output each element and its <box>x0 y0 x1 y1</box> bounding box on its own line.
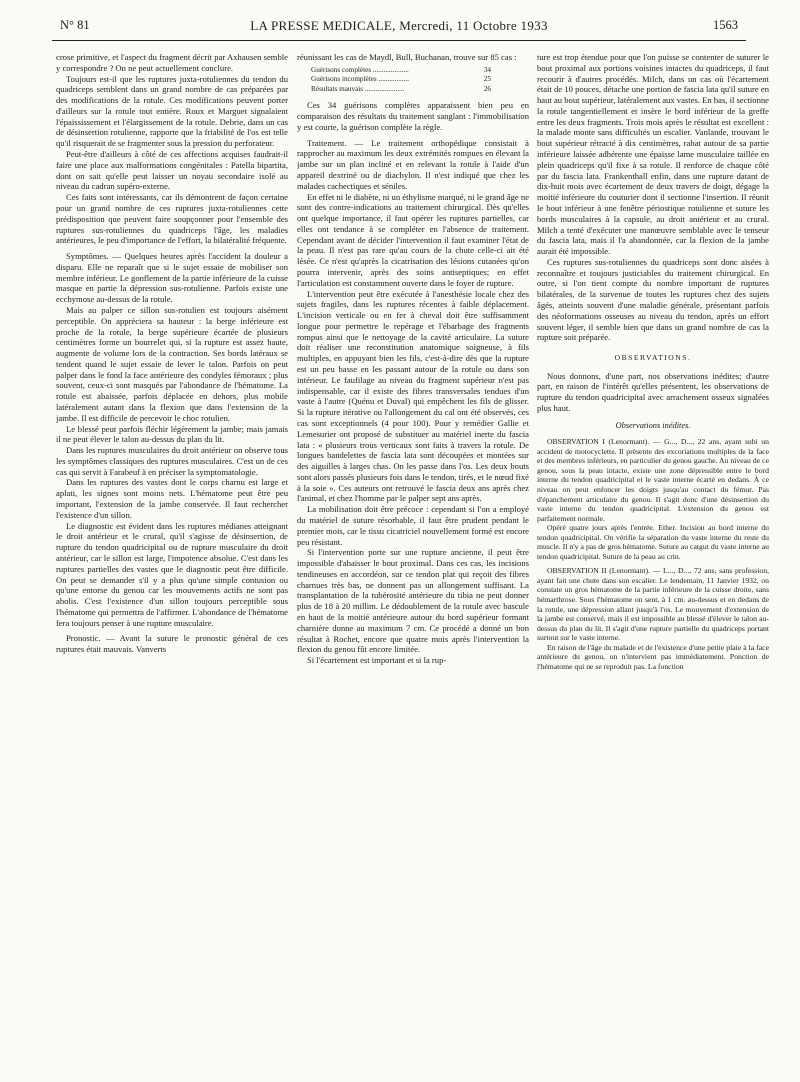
paragraph: Toujours est-il que les ruptures juxta-rotuliennes du tendon du quadriceps semblent dans un grand nombre de cas préparées par des modifications de la rotule. Ces modifications peuvent porter d'ailleurs sur la rotule tout entière. Roux et Marguet signalaient l'épaississement et l'élargissement de la rotule. Debrie, dans un cas de désinsertion rotulienne, rapporte que la friabilité de l'os est telle qu'il risquerait de se fragmenter sous la pression du perforateur. <box>56 73 288 149</box>
issue-number: N° 81 <box>60 18 90 32</box>
tally-value: 26 <box>483 84 491 93</box>
observations-intro: Nous donnons, d'une part, nos observations inédites; d'autre part, en raison de l'intérêt qu'elles présentent, les observations de rupture du tendon quadricipital avec arrachement osseux signalées plus haut. <box>537 370 769 413</box>
paragraph: ture est trop étendue pour que l'on puisse se contenter de suturer le bout proximal aux portions voisines intactes du quadriceps, il faut recourir à d'autres procédés. Milch, dans un cas où l'écartement était de 10 pouces, détache une portion de fascia lata qu'il suture en haut au bout supérieur, latéralement aux vastes. En bas, il sectionne la rotule tangentiellement et insère le bord inférieur de la greffe entre les deux fragments. Trois mois après le résultat est excellent : la malade monte sans difficultés un escalier. Vanlande, trouvant le bout supérieur rétracté à dix centimètres, rabat autour de sa partie inférieure laissée adhérente une épaisse lame musculaire taillée en plein quadriceps qu'il fixe à sa rotule. Il renforce de chaque côté par du fascia lata. Frankenthall enfin, dans une rupture datant de dix-huit mois avec écartement de deux travers de doigt, dégage la moitié inférieure du couturier dont il sectionne l'insertion. Il réunit le bout inférieur à une fenêtre périostique rotulienne et suture les bords musculaires à la capsule, au droit antérieur et au crural. Milch a tenté d'exécuter une manœuvre semblable avec le tenseur du fascia lata, mais il l'a abandonnée, car la flexion de la jambe aurait été impossible. <box>537 52 769 257</box>
tally-label: Guérisons complètes .................... <box>311 65 409 74</box>
paragraph: Symptômes. — Quelques heures après l'accident la douleur a disparu. Elle ne reparaît que si le sujet essaie de mobiliser son membre inférieur. Le gonflement de la partie inférieure de la cuisse masque en partie la dépression sus-rotulienne. Parfois existe une ecchymose au-dessus de la rotule. <box>56 251 288 305</box>
tally-row <box>311 75 529 85</box>
paragraph: Si l'écartement est important et si la rup- <box>307 655 447 666</box>
paragraph: Mais au palper ce sillon sus-rotulien est toujours aisément perceptible. On appréciera sa hauteur : la berge inférieure est proche de la rotule, la berge supérieure écartée de plusieurs centimètres forme un bourrelet qui, si la rupture est assez haute, augmente de volume lors de la contraction. Ses bords latéraux se tendent quand le sujet essaie de lever le talon. Parfois on peut palper dans le fond la face antérieure des condyles fémoraux ; plus souvent, ceux-ci sont masqués par l'abondance de l'hématome. La rotule est abaissée, parfois déplacée en dehors, plus mobile latéralement autant dans la flexion que dans l'extension de la jambe. Il est difficile de percevoir le choc rotulien. <box>56 304 288 423</box>
text-column-left <box>56 52 288 1072</box>
paragraph: Ces faits sont intéressants, car ils démontrent de façon certaine pour un grand nombre de ces ruptures juxta-rotuliennes cette prédisposition que peuvent faire soupçonner pour l'ensemble des ruptures sus-rotuliennes du quadriceps l'âge, les maladies antérieures, le peu d'importance de l'effort, la bilatéralité fréquente. <box>56 192 288 246</box>
section-heading-observations: OBSERVATIONS. <box>614 353 692 363</box>
paragraph: Pronostic. — Avant la suture le pronostic général de ces ruptures était mauvais. Vanverts <box>56 633 288 655</box>
paragraph: crose primitive, et l'aspect du fragment décrit par Axhausen semble y correspondre ? On ne peut actuellement conclure. <box>56 52 288 73</box>
paragraph: Le blessé peut parfois fléchir légèrement la jambe; mais jamais il ne peut élever le talon au-dessus du plan du lit. <box>56 423 288 445</box>
tally-row <box>311 66 529 76</box>
results-tally <box>311 66 529 95</box>
tally-label: Guérisons incomplètes ................. <box>311 75 410 84</box>
paragraph: Dans les ruptures des vastes dont le corps charnu est large et aplati, les signes sont moins nets. L'hématome peut être peu important, l'extension de la jambe conservée. Il faut rechercher l'existence d'un sillon. <box>56 477 288 520</box>
paragraph: Ces ruptures sus-rotuliennes du quadriceps sont donc aisées à reconnaître et toujours justiciables du traitement chirurgical. En outre, si l'on tient compte du nombre important de ruptures bilatérales, de la survenue de toutes les ruptures chez des sujets âgés, atteints souvent d'une maladie générale, présentant parfois des néoformations osseuses au niveau du tendon, après un effort souvent léger, il semble bien que dans un grand nombre de cas la rupture soit préparée. <box>537 256 769 343</box>
tally-value: 34 <box>483 65 491 74</box>
paragraph: L'intervention peut être exécutée à l'anesthésie locale chez des sujets fragiles, dans les ruptures récentes à faible déplacement. L'incision verticale ou en fer à cheval doit être suffisamment longue pour permettre le repérage et l'ébarbage des fragments rompus ainsi que le nettoyage de la cavité articulaire. La suture doit réaliser une reconstitution anatomique soigneuse, à fils multiples, en appuyant bien les fils, c'est-à-dire dès que la rupture est un peu basse en les passant autour de la rotule ou dans son intérieur. Le faufilage au niveau du fragment supérieur n'est pas indispensable, car il existe des fibres transversales tendues d'un vaste à l'autre (Quénu et Duval) qui empêchent les fils de glisser. Si la rupture itérative ou l'allongement du cal ont été observés, ces cas sont exceptionnels (4 pour 100). Pour y remédier Gallie et Lemesurier ont proposé de substituer au matériel inerte du fascia lata : « plusieurs trous verticaux sont faits à travers la rotule. De longues bandelettes de fascia lata sont découpées et montées sur des aiguilles à larges chas. On les passe dans l'os. Les deux bouts sont alors passés plusieurs fois dans le tendon, tirés, et le nœud fixé à la soie ». Ces auteurs ont retrouvé le fascia deux ans après chez l'animal, et chez l'homme par le palper sept ans après. <box>297 288 529 504</box>
observation-paragraph: OBSERVATION I (Lenormant). — G..., D..., 22 ans, ayant subi un accident de motocyclette. Il présente des excoriations multiples de la face et des membres inférieurs, en particulier du genou gauche. Au niveau de ce genou, sous la peau intacte, existe une zone dépressible entre le bord interne du tendon quadricipital et le vaste interne écarté en dedans. À ce niveau on peut enfoncer les doigts jusqu'au contact du fémur. Pas d'épanchement articulaire du genou. Il s'agit donc d'une désinsertion du vaste interne du tendon quadricipital. L'extension du genou est parfaitement normale. <box>537 437 769 523</box>
observation-paragraph: En raison de l'âge du malade et de l'existence d'une petite plaie à la face antérieure du genou, on n'intervient pas immédiatement. Ponction de l'hématome qui ne se reproduit pas. La fonction <box>537 642 769 671</box>
paragraph: Ces 34 guérisons complètes apparaissent bien peu en comparaison des résultats du traitement sanglant : l'immobilisation y est courte, la guérison complète la règle. <box>297 100 529 132</box>
page-number: 1563 <box>713 18 738 32</box>
paragraph: Peut-être d'ailleurs à côté de ces affections acquises faudrait-il faire une place aux malformations congénitales : Patella bipartita, dont on sait qu'elle peut laisser un noyau secondaire isolé au niveau du cadran supéro-externe. <box>56 149 288 192</box>
tally-row <box>311 85 529 95</box>
page-header <box>52 12 746 41</box>
observation-paragraph: OBSERVATION II (Lenormant). — L..., D..., 72 ans, sans profession, ayant fait une chute dans son escalier. Le lendemain, 11 Janvier 1932, on constate un gros hématome de la partie inférieure de la cuisse droite, sans hémarthrose. Sous l'hématome on sent, à 1 cm. au-dessus et en dedans de la rotule, une dépression allant jusqu'à l'os. Le mouvement d'extension de la jambe est conservé, mais il est impossible au blessé d'élever le talon au-dessus du plan du lit. Il s'agit d'une rupture partielle du quadriceps portant surtout sur le vaste interne. <box>537 566 769 643</box>
paragraph: Le diagnostic est évident dans les ruptures médianes atteignant le droit antérieur et le crural, qu'il s'agisse de désinsertion, de rupture du tendon quadricipital ou de rupture musculaire du droit antérieur, car le sillon est large, l'impotence absolue. C'est dans les ruptures partielles des vastes que le diagnostic peut être difficile. On peut se demander s'il y a plus qu'une simple contusion ou qu'une entorse du genou car les mouvements actifs ne sont pas abolis. C'est l'existence d'un sillon toujours perceptible sous l'hématome qui permettra de l'affirmer. L'abondance de l'hématome fera toujours penser à une rupture musculaire. <box>56 520 288 628</box>
paragraph: Traitement. — Le traitement orthopédique consistait à rapprocher au maximum les deux extrémités rompues en élevant la jambe sur un plan incliné et en relevant la rotule à l'aide d'un appareil dextriné ou de diachylon. Il n'est indiqué que chez les malades cachectiques et séniles. <box>297 137 529 191</box>
subheading-unpublished-observations: Observations inédites. <box>615 420 691 430</box>
text-column-middle <box>297 52 529 1072</box>
tally-value: 25 <box>483 75 491 84</box>
observation-paragraph: Opéré quatre jours après l'entrée. Ether. Incision au bord interne du tendon quadricipital. On vérifie la séparation du vaste interne du reste du muscle. Il n'y a pas de gros hématome. Suture au catgut du vaste interne au tendon quadricipital. Suture de la peau au crin. <box>537 523 769 561</box>
paragraph: La mobilisation doit être précoce : cependant si l'on a employé du matériel de suture résorbable, il faut être prudent pendant le premier mois, car le tissu cicatriciel nouvellement formé est encore peu résistant. <box>297 504 529 547</box>
journal-title: LA PRESSE MEDICALE, Mercredi, 11 Octobre 1933 <box>250 18 548 33</box>
paragraph: Dans les ruptures musculaires du droit antérieur on observe tous les symptômes classiques des ruptures musculaires. C'est un de ces cas qui servit à Farabeuf à en préciser la symptomatologie. <box>56 445 288 477</box>
text-column-right <box>537 52 769 1072</box>
paragraph: En effet ni le diabète, ni un éthylisme marqué, ni le grand âge ne sont des contre-indications au traitement chirurgical. Dès qu'elles ont quelque importance, il faut opérer les ruptures partielles, car elles ont tendance à se compléter en l'absence de traitement. Cependant avant de décider l'intervention il faut examiner l'état de la peau. Il n'est pas rare qu'au cours de la chute celle-ci ait été lésée. Ce n'est qu'après la cicatrisation des lésions cutanées qu'on pourra intervenir, après des soins antiseptiques; en effet l'articulation est constamment ouverte dans le foyer de rupture. <box>297 191 529 288</box>
tally-label: Résultats mauvais ...................... <box>311 84 405 93</box>
paragraph: réunissant les cas de Maydl, Bull, Buchanan, trouve sur 85 cas : <box>297 52 517 62</box>
paragraph: Si l'intervention porte sur une rupture ancienne, il peut être impossible d'abaisser le bout proximal. Dans ces cas, les incisions tendineuses en accordéon, sur ce tendon plat qui reçoit des fibres charnues très bas, ne donnent pas un allongement suffisant. La transplantation de la tubérosité antérieure du tibia ne peut donner plus de 18 à 20 millim. Le dédoublement de la rotule avec bascule en haut de la moitié antérieure autour du bord supérieur formant charnière donne au maximum 7 cm. Ce procédé a donné un bon résultat à Rochet, encore que quatre mois après l'intervention la flexion du genou fût encore limitée. <box>297 547 529 655</box>
